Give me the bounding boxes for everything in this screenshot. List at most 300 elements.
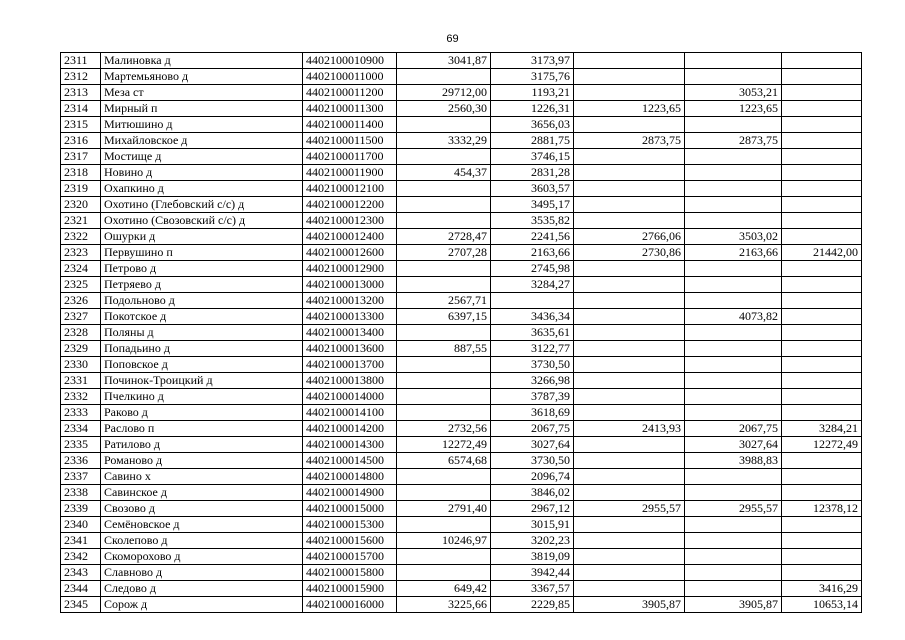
value-cell-3 (574, 213, 685, 229)
table-row (61, 565, 862, 581)
table-row (61, 501, 862, 517)
value-cell-1 (397, 261, 491, 277)
row-number-cell: 2319 (61, 181, 101, 197)
value-cell-2: 1193,21 (491, 85, 574, 101)
table-row (61, 133, 862, 149)
code-cell: 4402100012200 (303, 197, 397, 213)
value-cell-1 (397, 277, 491, 293)
row-number-cell: 2329 (61, 341, 101, 357)
value-cell-4 (685, 357, 782, 373)
value-cell-1: 2728,47 (397, 229, 491, 245)
code-cell: 4402100014100 (303, 405, 397, 421)
value-cell-3 (574, 341, 685, 357)
settlement-name-cell: Мостище д (101, 149, 303, 165)
table-row (61, 341, 862, 357)
table-row (61, 373, 862, 389)
value-cell-3 (574, 325, 685, 341)
value-cell-5 (782, 53, 862, 69)
table-row (61, 85, 862, 101)
value-cell-3 (574, 549, 685, 565)
value-cell-2: 3175,76 (491, 69, 574, 85)
settlement-name-cell: Савинское д (101, 485, 303, 501)
value-cell-1: 3225,66 (397, 597, 491, 613)
value-cell-5 (782, 325, 862, 341)
table-row (61, 533, 862, 549)
value-cell-2: 3603,57 (491, 181, 574, 197)
code-cell: 4402100012900 (303, 261, 397, 277)
value-cell-1: 2567,71 (397, 293, 491, 309)
code-cell: 4402100012600 (303, 245, 397, 261)
value-cell-2: 3846,02 (491, 485, 574, 501)
table-row (61, 165, 862, 181)
value-cell-3 (574, 581, 685, 597)
value-cell-5 (782, 389, 862, 405)
value-cell-3: 2413,93 (574, 421, 685, 437)
row-number-cell: 2345 (61, 597, 101, 613)
value-cell-5 (782, 357, 862, 373)
value-cell-1: 3041,87 (397, 53, 491, 69)
value-cell-4 (685, 565, 782, 581)
settlement-name-cell: Охапкино д (101, 181, 303, 197)
settlement-name-cell: Починок-Троицкий д (101, 373, 303, 389)
settlement-name-cell: Пчелкино д (101, 389, 303, 405)
value-cell-2: 3367,57 (491, 581, 574, 597)
value-cell-1 (397, 485, 491, 501)
table-row (61, 581, 862, 597)
value-cell-1: 649,42 (397, 581, 491, 597)
value-cell-2: 3436,34 (491, 309, 574, 325)
data-table (60, 52, 862, 613)
row-number-cell: 2326 (61, 293, 101, 309)
value-cell-4: 1223,65 (685, 101, 782, 117)
settlement-name-cell: Славново д (101, 565, 303, 581)
value-cell-4: 3053,21 (685, 85, 782, 101)
row-number-cell: 2335 (61, 437, 101, 453)
value-cell-2: 3027,64 (491, 437, 574, 453)
row-number-cell: 2322 (61, 229, 101, 245)
value-cell-2: 1226,31 (491, 101, 574, 117)
value-cell-4 (685, 389, 782, 405)
settlement-name-cell: Савино х (101, 469, 303, 485)
value-cell-2: 3618,69 (491, 405, 574, 421)
settlement-name-cell: Романово д (101, 453, 303, 469)
value-cell-4: 4073,82 (685, 309, 782, 325)
table-row (61, 485, 862, 501)
table-row (61, 453, 862, 469)
table-body (61, 53, 862, 613)
settlement-name-cell: Свозово д (101, 501, 303, 517)
value-cell-5 (782, 405, 862, 421)
value-cell-2: 2967,12 (491, 501, 574, 517)
value-cell-4 (685, 149, 782, 165)
value-cell-5 (782, 197, 862, 213)
value-cell-1: 454,37 (397, 165, 491, 181)
settlement-name-cell: Поповское д (101, 357, 303, 373)
code-cell: 4402100013000 (303, 277, 397, 293)
row-number-cell: 2327 (61, 309, 101, 325)
value-cell-1 (397, 565, 491, 581)
value-cell-4 (685, 325, 782, 341)
value-cell-3: 2873,75 (574, 133, 685, 149)
value-cell-3: 2730,86 (574, 245, 685, 261)
value-cell-2: 3015,91 (491, 517, 574, 533)
value-cell-5 (782, 133, 862, 149)
value-cell-2: 3656,03 (491, 117, 574, 133)
value-cell-4 (685, 213, 782, 229)
value-cell-2: 3942,44 (491, 565, 574, 581)
value-cell-3 (574, 53, 685, 69)
row-number-cell: 2324 (61, 261, 101, 277)
value-cell-5: 21442,00 (782, 245, 862, 261)
table-row (61, 181, 862, 197)
row-number-cell: 2330 (61, 357, 101, 373)
settlement-name-cell: Следово д (101, 581, 303, 597)
value-cell-5 (782, 309, 862, 325)
value-cell-4 (685, 53, 782, 69)
value-cell-5 (782, 293, 862, 309)
row-number-cell: 2317 (61, 149, 101, 165)
code-cell: 4402100011400 (303, 117, 397, 133)
row-number-cell: 2321 (61, 213, 101, 229)
value-cell-5 (782, 165, 862, 181)
code-cell: 4402100013300 (303, 309, 397, 325)
value-cell-1 (397, 549, 491, 565)
table-row (61, 197, 862, 213)
value-cell-1 (397, 213, 491, 229)
value-cell-2: 2096,74 (491, 469, 574, 485)
row-number-cell: 2341 (61, 533, 101, 549)
value-cell-1 (397, 389, 491, 405)
code-cell: 4402100010900 (303, 53, 397, 69)
value-cell-3 (574, 565, 685, 581)
settlement-name-cell: Охотино (Свозовский с/с) д (101, 213, 303, 229)
code-cell: 4402100015900 (303, 581, 397, 597)
value-cell-5 (782, 181, 862, 197)
value-cell-5 (782, 517, 862, 533)
value-cell-5 (782, 277, 862, 293)
table-row (61, 53, 862, 69)
settlement-name-cell: Раслово п (101, 421, 303, 437)
value-cell-4 (685, 405, 782, 421)
code-cell: 4402100012400 (303, 229, 397, 245)
code-cell: 4402100011900 (303, 165, 397, 181)
value-cell-1: 887,55 (397, 341, 491, 357)
code-cell: 4402100015600 (303, 533, 397, 549)
code-cell: 4402100014800 (303, 469, 397, 485)
value-cell-2: 3202,23 (491, 533, 574, 549)
value-cell-2: 3495,17 (491, 197, 574, 213)
value-cell-1: 2791,40 (397, 501, 491, 517)
code-cell: 4402100011300 (303, 101, 397, 117)
value-cell-4: 2067,75 (685, 421, 782, 437)
value-cell-2: 2163,66 (491, 245, 574, 261)
value-cell-1 (397, 117, 491, 133)
table-row (61, 149, 862, 165)
table-row (61, 389, 862, 405)
value-cell-3 (574, 309, 685, 325)
settlement-name-cell: Меза ст (101, 85, 303, 101)
value-cell-3 (574, 517, 685, 533)
value-cell-4 (685, 373, 782, 389)
settlement-name-cell: Сколепово д (101, 533, 303, 549)
code-cell: 4402100011200 (303, 85, 397, 101)
value-cell-2: 2831,28 (491, 165, 574, 181)
row-number-cell: 2344 (61, 581, 101, 597)
row-number-cell: 2323 (61, 245, 101, 261)
settlement-name-cell: Охотино (Глебовский с/с) д (101, 197, 303, 213)
value-cell-5: 3416,29 (782, 581, 862, 597)
settlement-name-cell: Ошурки д (101, 229, 303, 245)
settlement-name-cell: Мартемьяново д (101, 69, 303, 85)
value-cell-5 (782, 261, 862, 277)
settlement-name-cell: Раково д (101, 405, 303, 421)
row-number-cell: 2332 (61, 389, 101, 405)
value-cell-3 (574, 437, 685, 453)
table-row (61, 597, 862, 613)
table-row (61, 421, 862, 437)
value-cell-2: 3819,09 (491, 549, 574, 565)
table-row (61, 229, 862, 245)
value-cell-2: 2881,75 (491, 133, 574, 149)
row-number-cell: 2325 (61, 277, 101, 293)
code-cell: 4402100014200 (303, 421, 397, 437)
value-cell-1 (397, 357, 491, 373)
value-cell-3 (574, 357, 685, 373)
settlement-name-cell: Митюшино д (101, 117, 303, 133)
value-cell-1 (397, 69, 491, 85)
row-number-cell: 2334 (61, 421, 101, 437)
code-cell: 4402100013800 (303, 373, 397, 389)
row-number-cell: 2320 (61, 197, 101, 213)
row-number-cell: 2315 (61, 117, 101, 133)
row-number-cell: 2312 (61, 69, 101, 85)
settlement-name-cell: Михайловское д (101, 133, 303, 149)
code-cell: 4402100013400 (303, 325, 397, 341)
value-cell-5 (782, 341, 862, 357)
value-cell-2: 2745,98 (491, 261, 574, 277)
value-cell-4 (685, 277, 782, 293)
value-cell-2: 3173,97 (491, 53, 574, 69)
value-cell-4 (685, 469, 782, 485)
value-cell-4: 3027,64 (685, 437, 782, 453)
settlement-name-cell: Ратилово д (101, 437, 303, 453)
value-cell-2 (491, 293, 574, 309)
value-cell-3: 3905,87 (574, 597, 685, 613)
value-cell-4 (685, 181, 782, 197)
code-cell: 4402100015300 (303, 517, 397, 533)
table-row (61, 101, 862, 117)
settlement-name-cell: Петрово д (101, 261, 303, 277)
value-cell-1: 10246,97 (397, 533, 491, 549)
value-cell-3 (574, 69, 685, 85)
row-number-cell: 2313 (61, 85, 101, 101)
value-cell-1 (397, 373, 491, 389)
table-row (61, 325, 862, 341)
code-cell: 4402100016000 (303, 597, 397, 613)
value-cell-5: 3284,21 (782, 421, 862, 437)
code-cell: 4402100014900 (303, 485, 397, 501)
value-cell-2: 3284,27 (491, 277, 574, 293)
value-cell-4: 3905,87 (685, 597, 782, 613)
value-cell-5 (782, 213, 862, 229)
page-number: 69 (446, 33, 459, 45)
value-cell-1: 6574,68 (397, 453, 491, 469)
value-cell-5 (782, 69, 862, 85)
value-cell-4 (685, 341, 782, 357)
table-row (61, 405, 862, 421)
value-cell-5 (782, 549, 862, 565)
table-row (61, 117, 862, 133)
settlement-name-cell: Покотское д (101, 309, 303, 325)
table-row (61, 437, 862, 453)
value-cell-5 (782, 373, 862, 389)
value-cell-3 (574, 293, 685, 309)
value-cell-5 (782, 117, 862, 133)
value-cell-5 (782, 469, 862, 485)
value-cell-5 (782, 85, 862, 101)
row-number-cell: 2316 (61, 133, 101, 149)
value-cell-2: 3787,39 (491, 389, 574, 405)
value-cell-3 (574, 469, 685, 485)
value-cell-4 (685, 533, 782, 549)
value-cell-4: 3988,83 (685, 453, 782, 469)
value-cell-5 (782, 101, 862, 117)
value-cell-4 (685, 485, 782, 501)
value-cell-3: 2955,57 (574, 501, 685, 517)
row-number-cell: 2342 (61, 549, 101, 565)
code-cell: 4402100012100 (303, 181, 397, 197)
value-cell-3 (574, 165, 685, 181)
value-cell-2: 2241,56 (491, 229, 574, 245)
table-row (61, 261, 862, 277)
value-cell-4: 2873,75 (685, 133, 782, 149)
row-number-cell: 2336 (61, 453, 101, 469)
value-cell-4 (685, 517, 782, 533)
value-cell-3 (574, 117, 685, 133)
value-cell-1: 29712,00 (397, 85, 491, 101)
value-cell-5 (782, 149, 862, 165)
value-cell-4 (685, 117, 782, 133)
code-cell: 4402100014500 (303, 453, 397, 469)
value-cell-3: 1223,65 (574, 101, 685, 117)
code-cell: 4402100015800 (303, 565, 397, 581)
value-cell-3 (574, 261, 685, 277)
table-row (61, 309, 862, 325)
value-cell-5 (782, 229, 862, 245)
table-row (61, 517, 862, 533)
settlement-name-cell: Новино д (101, 165, 303, 181)
settlement-name-cell: Поляны д (101, 325, 303, 341)
value-cell-3 (574, 485, 685, 501)
value-cell-1 (397, 197, 491, 213)
table-row (61, 549, 862, 565)
table-row (61, 469, 862, 485)
value-cell-4 (685, 69, 782, 85)
row-number-cell: 2328 (61, 325, 101, 341)
value-cell-5: 12378,12 (782, 501, 862, 517)
table-row (61, 213, 862, 229)
code-cell: 4402100013200 (303, 293, 397, 309)
row-number-cell: 2333 (61, 405, 101, 421)
code-cell: 4402100013700 (303, 357, 397, 373)
value-cell-3 (574, 181, 685, 197)
settlement-name-cell: Петряево д (101, 277, 303, 293)
row-number-cell: 2318 (61, 165, 101, 181)
value-cell-5 (782, 565, 862, 581)
value-cell-4 (685, 165, 782, 181)
value-cell-3 (574, 85, 685, 101)
value-cell-5: 12272,49 (782, 437, 862, 453)
value-cell-3 (574, 533, 685, 549)
code-cell: 4402100015000 (303, 501, 397, 517)
table-row (61, 277, 862, 293)
value-cell-1 (397, 517, 491, 533)
value-cell-3 (574, 197, 685, 213)
row-number-cell: 2338 (61, 485, 101, 501)
value-cell-4: 3503,02 (685, 229, 782, 245)
value-cell-4 (685, 293, 782, 309)
settlement-name-cell: Первушино п (101, 245, 303, 261)
value-cell-2: 3122,77 (491, 341, 574, 357)
value-cell-4: 2163,66 (685, 245, 782, 261)
table-row (61, 293, 862, 309)
value-cell-4 (685, 581, 782, 597)
code-cell: 4402100011000 (303, 69, 397, 85)
settlement-name-cell: Скоморохово д (101, 549, 303, 565)
value-cell-3: 2766,06 (574, 229, 685, 245)
value-cell-3 (574, 405, 685, 421)
code-cell: 4402100012300 (303, 213, 397, 229)
value-cell-1 (397, 181, 491, 197)
row-number-cell: 2311 (61, 53, 101, 69)
settlement-name-cell: Малиновка д (101, 53, 303, 69)
value-cell-1 (397, 405, 491, 421)
value-cell-2: 3266,98 (491, 373, 574, 389)
value-cell-3 (574, 373, 685, 389)
table-row (61, 357, 862, 373)
value-cell-2: 3535,82 (491, 213, 574, 229)
value-cell-4 (685, 261, 782, 277)
value-cell-1: 2560,30 (397, 101, 491, 117)
row-number-cell: 2337 (61, 469, 101, 485)
table-row (61, 69, 862, 85)
value-cell-2: 2229,85 (491, 597, 574, 613)
value-cell-3 (574, 277, 685, 293)
value-cell-1: 2707,28 (397, 245, 491, 261)
row-number-cell: 2314 (61, 101, 101, 117)
table-row (61, 245, 862, 261)
value-cell-1: 3332,29 (397, 133, 491, 149)
code-cell: 4402100014000 (303, 389, 397, 405)
settlement-name-cell: Попадьино д (101, 341, 303, 357)
value-cell-4 (685, 197, 782, 213)
value-cell-3 (574, 149, 685, 165)
value-cell-2: 2067,75 (491, 421, 574, 437)
value-cell-2: 3635,61 (491, 325, 574, 341)
row-number-cell: 2343 (61, 565, 101, 581)
value-cell-1: 12272,49 (397, 437, 491, 453)
value-cell-1: 2732,56 (397, 421, 491, 437)
value-cell-4: 2955,57 (685, 501, 782, 517)
value-cell-5 (782, 533, 862, 549)
value-cell-5: 10653,14 (782, 597, 862, 613)
row-number-cell: 2340 (61, 517, 101, 533)
code-cell: 4402100011700 (303, 149, 397, 165)
code-cell: 4402100013600 (303, 341, 397, 357)
row-number-cell: 2331 (61, 373, 101, 389)
value-cell-1 (397, 469, 491, 485)
value-cell-1 (397, 149, 491, 165)
